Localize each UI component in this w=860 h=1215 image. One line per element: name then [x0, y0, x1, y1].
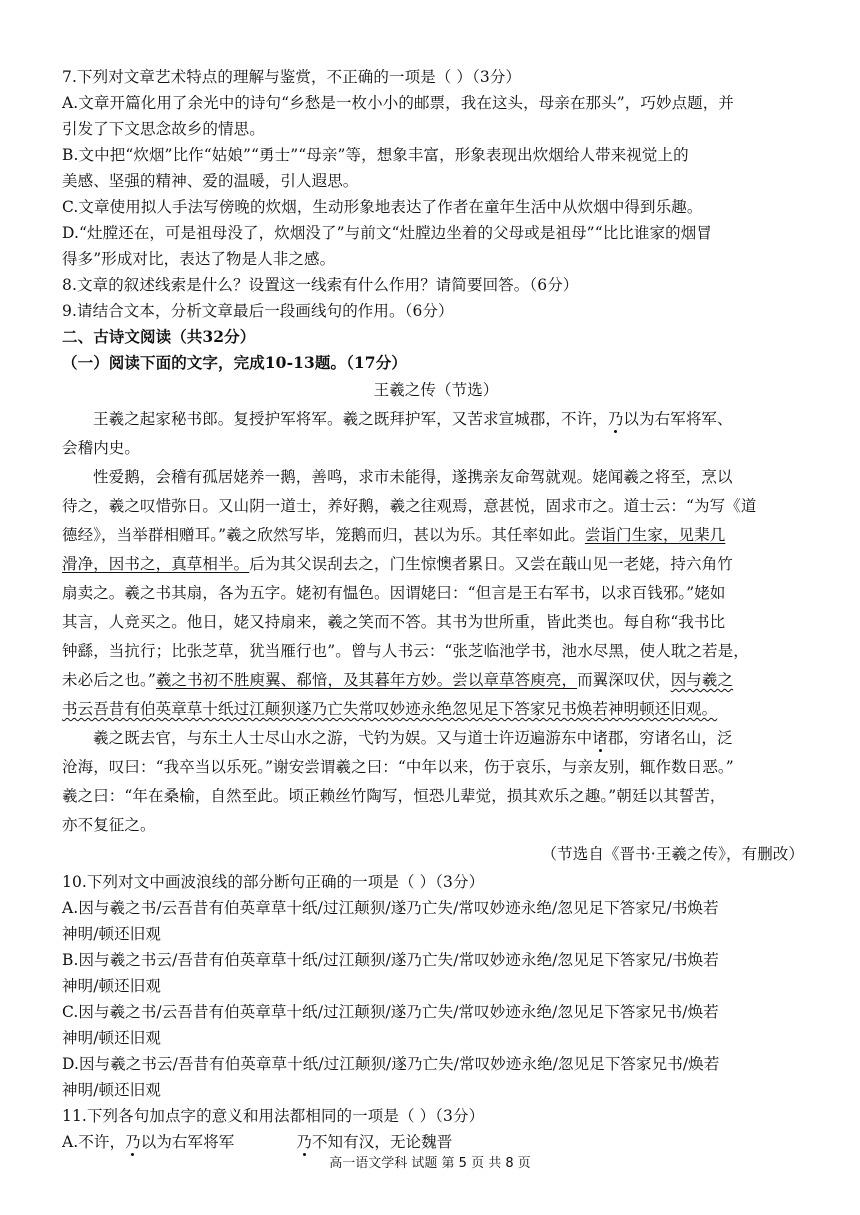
passage-p3-line1 [62, 724, 810, 753]
question-8: 8.文章的叙述线索是什么？设置这一线索有什么作用？请简要回答。（6分） [62, 276, 579, 294]
exam-page [62, 64, 810, 1155]
question-11-stem: 11.下列各句加点字的意义和用法都相同的一项是（ ）（3分） [62, 1107, 485, 1125]
underlined-sentence: 尝诣门生家，见棐几 [584, 526, 726, 544]
question-10-stem: 10.下列对文中画波浪线的部分断句正确的一项是（ ）（3分） [62, 873, 485, 891]
passage-p2-line7: 钟繇，当抗行；比张芝草，犹当雁行也”。曾与人书云：“张芝临池学书，池水尽黑，使人耽之若是， [62, 642, 749, 660]
question-11 [62, 1103, 810, 1155]
text: 不知有汉，无论魏晋 [311, 1133, 453, 1151]
underlined-sentence: 滑净，因书之，真草相半。 [62, 555, 250, 573]
option-7c: C.文章使用拟人手法写傍晚的炊烟，生动形象地表达了作者在童年生活中从炊烟中得到乐趣。 [62, 198, 703, 216]
option-10b-line1: B.因与羲之书云/吾昔有伯英章草十纸/过江颠狈/遂乃亡失/常叹妙迹永绝/忽见足下答家兄/书焕若 [62, 951, 719, 969]
text: 德经》，当举群相赠耳。”羲之欣然写毕，笼鹅而归，甚以为乐。其任率如此。 [62, 526, 585, 544]
passage-p2-line9 [62, 695, 810, 724]
text: 郡，穷诸名山，泛 [607, 729, 733, 747]
passage-p1-line1 [62, 405, 810, 434]
option-10c-line2: 神明/顿还旧观 [62, 1029, 161, 1047]
option-10d-line2: 神明/顿还旧观 [62, 1081, 161, 1099]
option-10b-line2: 神明/顿还旧观 [62, 977, 161, 995]
option-7a-line1: A.文章开篇化用了余光中的诗句“乡愁是一枚小小的邮票，我在这头，母亲在那头”，巧妙点题，并 [62, 94, 734, 112]
text: 羲之既去官，与东土人士尽山水之游，弋钓为娱。又与道士许迈遍游东中 [93, 729, 593, 747]
option-10a-line1: A.因与羲之书/云吾昔有伯英章草十纸/过江颠狈/遂乃亡失/常叹妙迹永绝/忽见足下答家兄/书焕若 [62, 899, 719, 917]
question-7 [62, 64, 810, 272]
text: 未必后之也。” [62, 671, 156, 689]
option-7a-line2: 引发了下文思念故乡的情思。 [62, 120, 265, 138]
wavy-underlined-text: 书云吾昔有伯英章草十纸过江颠狈遂乃亡失常叹妙迹永绝忽见足下答家兄书焕若神明顿还旧观。 [62, 700, 718, 718]
dotted-char: 乃 [296, 1133, 312, 1151]
text: 以为右军将军 [140, 1133, 235, 1151]
dotted-char: 诸 [592, 729, 608, 747]
passage-p2-line4 [62, 550, 810, 579]
passage-source: （节选自《晋书·王羲之传》，有删改） [541, 845, 804, 863]
option-7d-line2: 得多”形成对比，表达了物是人非之感。 [62, 250, 336, 268]
underlined-sentence: 羲之书初不胜庾翼、郗愔，及其暮年方妙。尝以章草答庾亮， [155, 671, 578, 689]
wavy-underlined-text: 因与羲之 [670, 671, 734, 689]
passage-p3-line3: 羲之曰：“年在桑榆，自然至此。顷正赖丝竹陶写，恒恐儿辈觉，损其欢乐之趣。”朝廷以其誓苦， [62, 787, 726, 805]
dotted-char: 乃 [125, 1133, 141, 1151]
option-10c-line1: C.因与羲之书/云吾昔有伯英章草十纸/过江颠狈/遂乃亡失/常叹妙迹永绝/忽见足下答家兄书/焕若 [62, 1003, 719, 1021]
text: A.不许， [62, 1133, 126, 1151]
question-9: 9.请结合文本，分析文章最后一段画线句的作用。（6分） [62, 302, 454, 320]
passage [62, 376, 810, 869]
passage-p1-line2: 会稽内史。 [62, 439, 141, 457]
passage-p2-line5: 扇卖之。羲之书其扇，各为五字。姥初有愠色。因谓姥曰：“但言是王右军书，以求百钱邪。”姥如 [62, 584, 726, 602]
passage-p2-line2: 待之，羲之叹惜弥日。又山阴一道士，养好鹅，羲之往观焉，意甚悦，固求市之。道士云：“为写《道 [62, 497, 757, 515]
passage-p2-line3 [62, 521, 810, 550]
text: 而翼深叹伏， [577, 671, 671, 689]
section-heading: 二、古诗文阅读（共32分） [62, 327, 256, 346]
text: 后为其父误刮去之，门生惊懊者累日。又尝在蕺山见一老姥，持六角竹 [249, 555, 733, 573]
page-footer: 高一语文学科 试题 第 5 页 共 8 页 [329, 1156, 531, 1171]
option-10a-line2: 神明/顿还旧观 [62, 925, 161, 943]
passage-p2-line1: 性爱鹅，会稽有孤居姥养一鹅，善鸣，求市未能得，遂携亲友命驾就观。姥闻羲之将至，烹以 [93, 468, 733, 486]
passage-title: 王羲之传（节选） [373, 381, 499, 399]
text: 以为右军将军、 [623, 410, 733, 428]
option-7b-line2: 美感、坚强的精神、爱的温暖，引人遐思。 [62, 172, 359, 190]
subsection-heading: （一）阅读下面的文字，完成10-13题。（17分） [62, 353, 407, 372]
text: 王羲之起家秘书郎。复授护军将军。羲之既拜护军，又苦求宣城郡，不许， [93, 410, 608, 428]
option-7d-line1: D.“灶膛还在，可是祖母没了，炊烟没了”与前文“灶膛边坐着的父母或是祖母”“比比谁家的烟冒 [62, 224, 712, 242]
option-7b-line1: B.文中把“炊烟”比作“姑娘”“勇士”“母亲”等，想象丰富，形象表现出炊烟给人带来视觉上的 [62, 146, 689, 164]
passage-p3-line2: 沧海，叹曰：“我卒当以乐死。”谢安尝谓羲之曰：“中年以来，伤于哀乐，与亲友别，辄作数日恶。” [62, 758, 734, 776]
question-7-stem: 7.下列对文章艺术特点的理解与鉴赏，不正确的一项是（ ）（3分） [62, 68, 522, 86]
passage-p2-line6: 其言，人竞买之。他日，姥又持扇来，羲之笑而不答。其书为世所重，皆此类也。每自称“我书比 [62, 613, 726, 631]
passage-p3-line4: 亦不复征之。 [62, 816, 156, 834]
dotted-char: 乃 [607, 410, 624, 428]
question-10 [62, 869, 810, 1103]
passage-p2-line8 [62, 666, 810, 695]
option-10d-line1: D.因与羲之书云/吾昔有伯英章草十纸/过江颠狈/遂乃亡失/常叹妙迹永绝/忽见足下答家兄书/焕若 [62, 1055, 720, 1073]
